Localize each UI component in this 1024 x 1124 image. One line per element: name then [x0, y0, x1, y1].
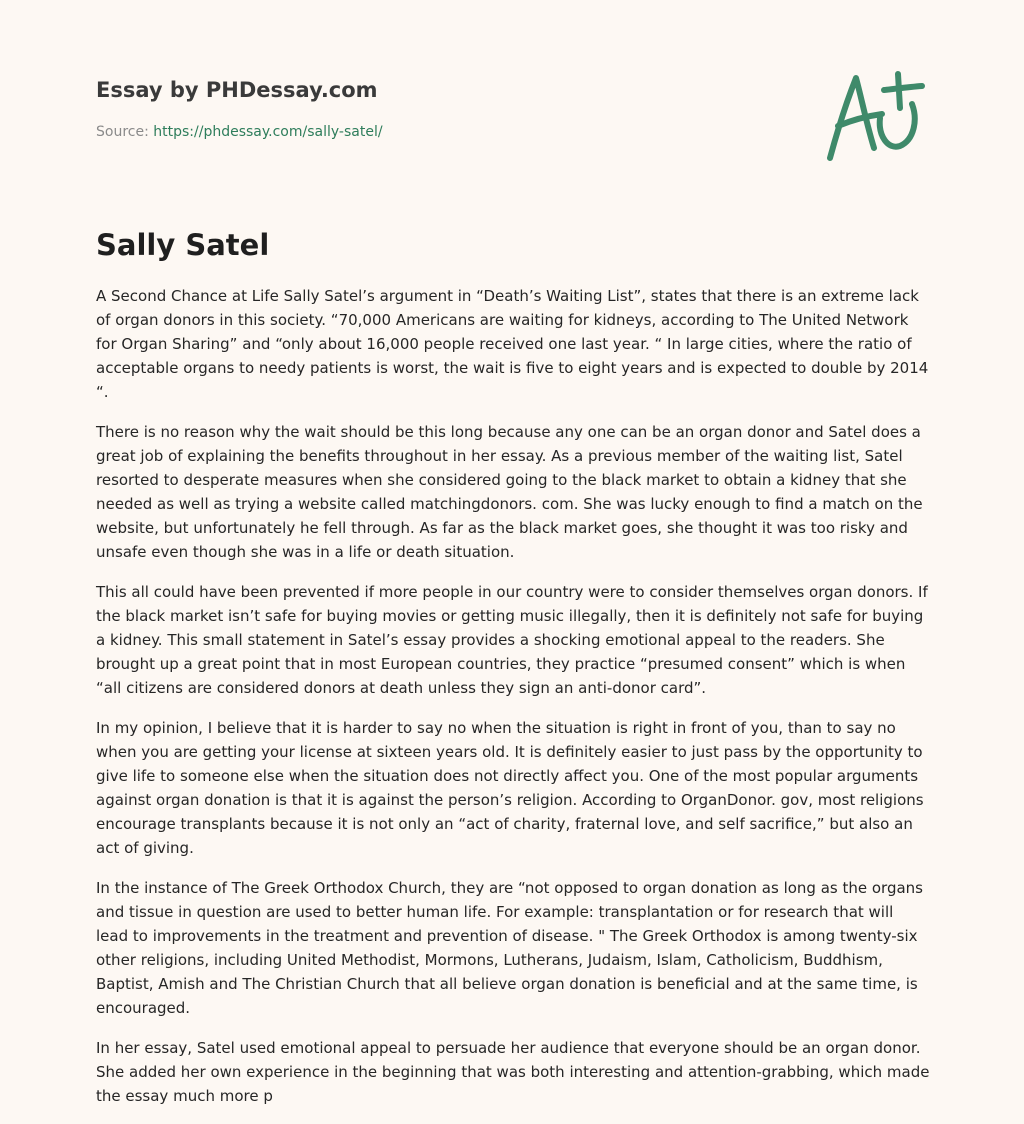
- page-header: [96, 76, 928, 140]
- essay-paragraph: In the instance of The Greek Orthodox Church, they are “not opposed to organ donation as long as the organs and tissue in question are used to better human life. For example: transplantation or for research that will lead to improvements in the treatment and prevention of disease. " The Greek Orthodox is among twenty-six other religions, including United Methodist, Mormons, Lutherans, Judaism, Islam, Catholicism, Buddhism, Baptist, Amish and The Christian Church that all believe organ donation is beneficial and at the same time, is encouraged.: [96, 879, 923, 1017]
- page-title: Sally Satel: [96, 228, 270, 262]
- essay-paragraph: There is no reason why the wait should be this long because any one can be an organ donor and Satel does a great job of explaining the benefits throughout in her essay. As a previous member of the waiting list, Satel resorted to desperate measures when she considered going to the black market to obtain a kidney that she needed as well as trying a website called matchingdonors. com. She was lucky enough to find a match on the website, but unfortunately he fell through. As far as the black market goes, she thought it was too risky and unsafe even though she was in a life or death situation.: [96, 423, 923, 561]
- site-brand: Essay by PHDessay.com: [96, 78, 378, 102]
- essay-paragraph: This all could have been prevented if more people in our country were to consider themselves organ donors. If the black market isn’t safe for buying movies or getting music illegally, then it is definitely not safe for buying a kidney. This small statement in Satel’s essay provides a shocking emotional appeal to the readers. She brought up a great point that in most European countries, they practice “presumed consent” which is when “all citizens are considered donors at death unless they sign an anti-donor card”.: [96, 583, 928, 697]
- essay-body: [96, 284, 930, 1124]
- source-line: [96, 124, 383, 140]
- essay-paragraph: In my opinion, I believe that it is harder to say no when the situation is right in front of you, than to say no when you are getting your license at sixteen years old. It is definitely easier to just pass by the opportunity to give life to someone else when the situation does not directly affect you. One of the most popular arguments against organ donation is that it is against the person’s religion. According to OrganDonor. gov, most religions encourage transplants because it is not only an “act of charity, fraternal love, and self sacrifice,” but also an act of giving.: [96, 719, 924, 857]
- source-label: Source:: [96, 124, 149, 140]
- source-link[interactable]: https://phdessay.com/sally-satel/: [153, 124, 383, 140]
- essay-paragraph: In her essay, Satel used emotional appeal to persuade her audience that everyone should be an organ donor. She added her own experience in the beginning that was both interesting and attention-grabbing, which made the essay much more p: [96, 1039, 930, 1105]
- a-plus-grade-icon: [822, 68, 928, 164]
- essay-paragraph: A Second Chance at Life Sally Satel’s argument in “Death’s Waiting List”, states that there is an extreme lack of organ donors in this society. “70,000 Americans are waiting for kidneys, according to The United Network for Organ Sharing” and “only about 16,000 people received one last year. “ In large cities, where the ratio of acceptable organs to needy patients is worst, the wait is five to eight years and is expected to double by 2014 “.: [96, 287, 929, 401]
